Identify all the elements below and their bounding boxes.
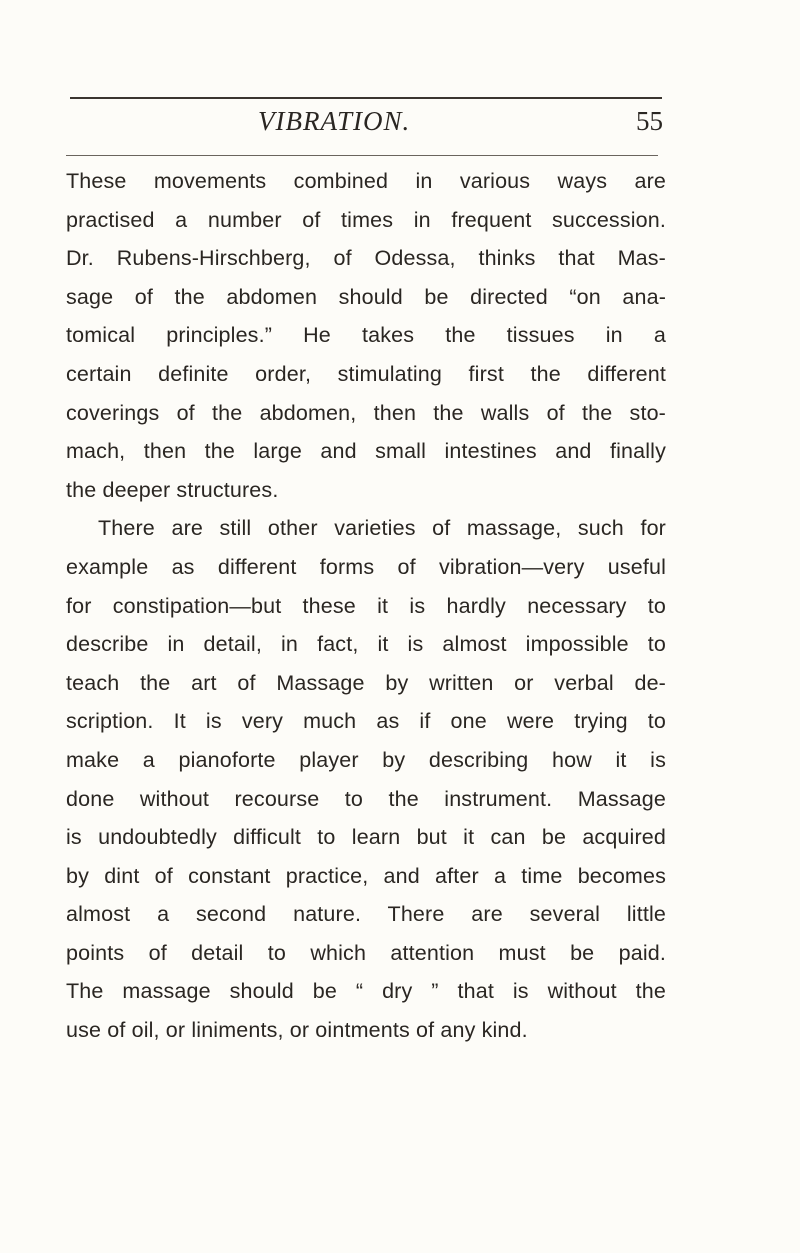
text-line: almost a second nature. There are several little: [66, 902, 666, 927]
text-line: use of oil, or liniments, or ointments of any kind.: [66, 1018, 528, 1043]
text-line: make a pianoforte player by describing how it is: [66, 747, 666, 772]
header-rule-top: [70, 97, 662, 99]
text-line: Dr. Rubens-Hirschberg, of Odessa, thinks that Mas-: [66, 246, 666, 271]
text-line: for constipation—but these it is hardly necessary to: [66, 593, 666, 618]
text-line: certain definite order, stimulating first the different: [66, 361, 666, 386]
text-line: coverings of the abdomen, then the walls of the sto-: [66, 400, 666, 425]
text-line: The massage should be “ dry ” that is without the: [66, 979, 666, 1004]
text-line: tomical principles.” He takes the tissues in a: [66, 323, 666, 348]
running-title: VIBRATION.: [258, 106, 411, 136]
text-line: teach the art of Massage by written or verbal de-: [66, 670, 666, 695]
text-line: mach, then the large and small intestines and finally: [66, 439, 666, 464]
text-line: is undoubtedly difficult to learn but it can be acquired: [66, 825, 666, 850]
text-line: sage of the abdomen should be directed “on ana-: [66, 284, 666, 309]
header-rule-bottom: [66, 155, 658, 156]
text-line: by dint of constant practice, and after a time becomes: [66, 863, 666, 888]
text-line: practised a number of times in frequent succession.: [66, 207, 666, 232]
text-line: There are still other varieties of massage, such for: [98, 516, 666, 541]
text-line: the deeper structures.: [66, 477, 279, 502]
text-line: scription. It is very much as if one were trying to: [66, 709, 666, 734]
page-number: 55: [636, 106, 663, 136]
text-line: done without recourse to the instrument. Massage: [66, 786, 666, 811]
text-line: These movements combined in various ways are: [66, 169, 666, 193]
running-head: [0, 106, 800, 142]
text-line: points of detail to which attention must be paid.: [66, 940, 666, 965]
text-line: example as different forms of vibration—very useful: [66, 554, 666, 579]
text-line: describe in detail, in fact, it is almost impossible to: [66, 632, 666, 657]
body-text: [66, 162, 666, 1050]
